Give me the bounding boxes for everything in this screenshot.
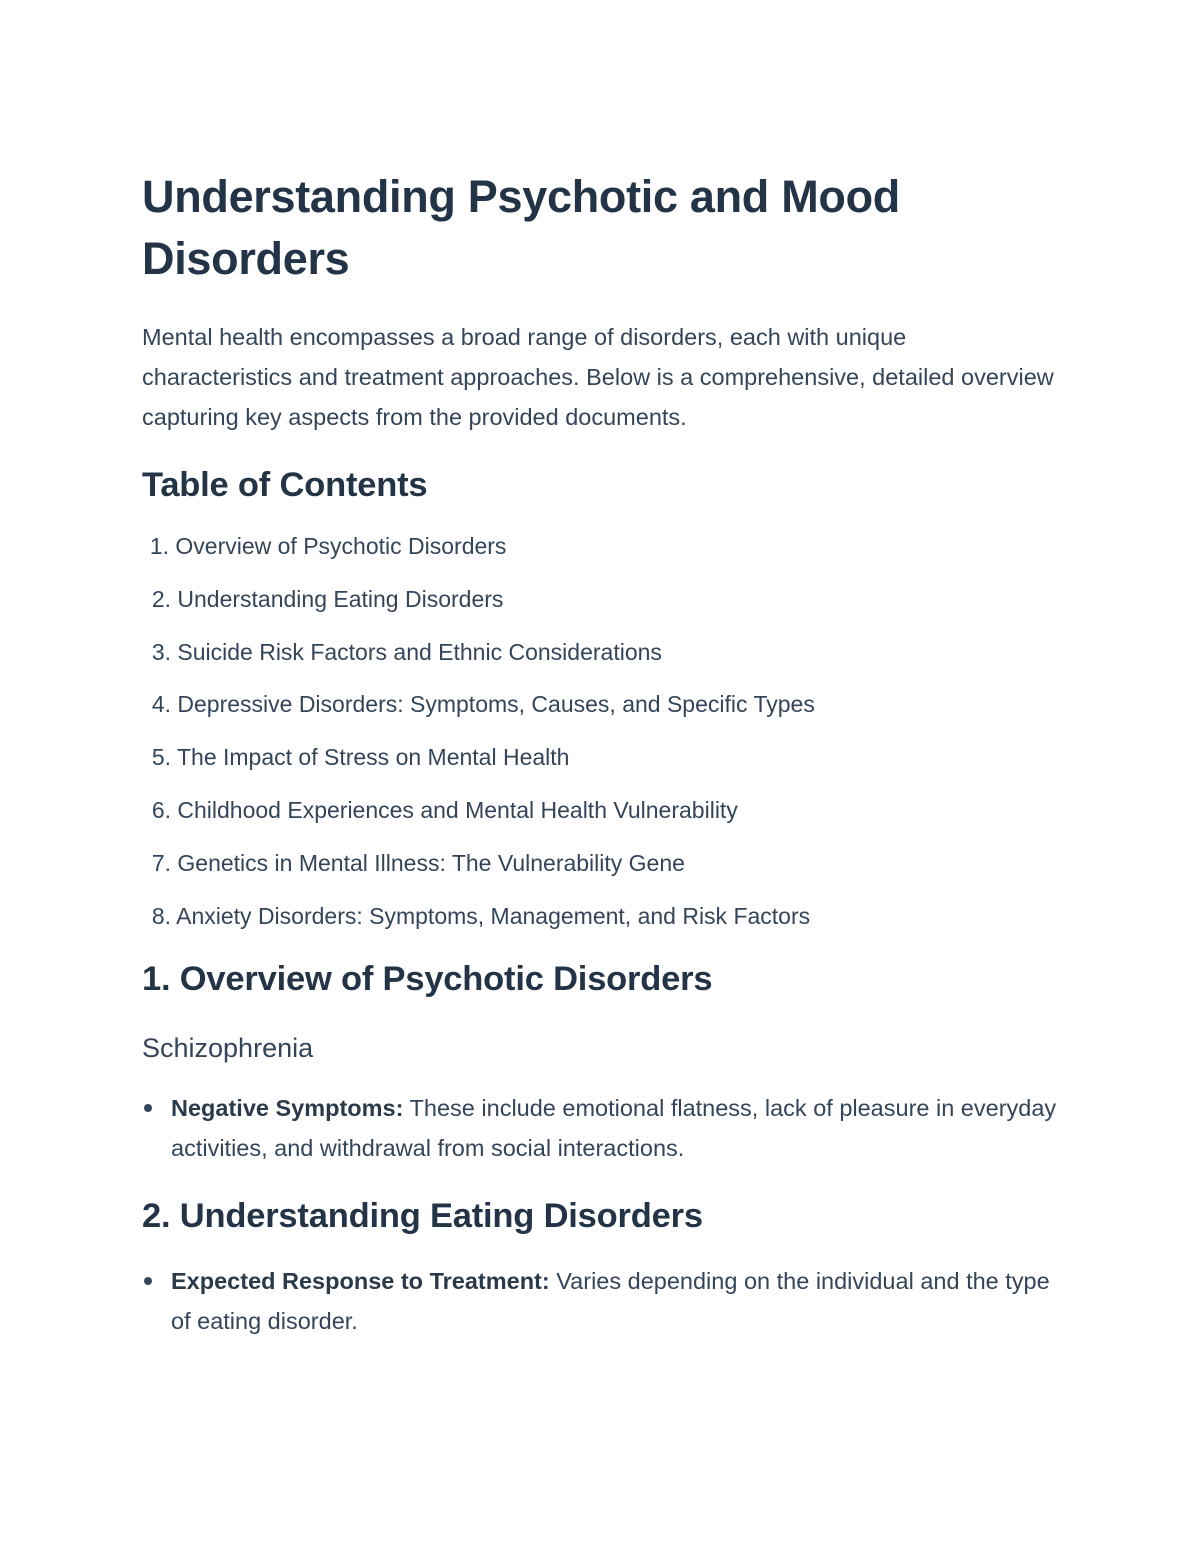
toc-item-number: 5. [151,744,171,771]
toc-item-label: Childhood Experiences and Mental Health Vulnerability [177,796,738,823]
toc-item-label: Suicide Risk Factors and Ethnic Considerations [177,638,662,665]
toc-item[interactable] [142,743,1062,771]
document-title: Understanding Psychotic and Mood Disorders [142,171,900,284]
section-subheading: Schizophrenia [142,1032,314,1063]
toc-item[interactable] [142,796,1062,824]
toc-item-number: 6. [151,796,171,823]
toc-item[interactable] [142,638,1062,666]
toc-item-number: 2. [151,585,171,612]
bullet-text: These include emotional flatness, lack of pleasure in everyday activities, and withdrawal from social interactions. [171,1094,1057,1161]
section-heading: 2. Understanding Eating Disorders [142,1196,703,1235]
toc-item-number: 8. [151,902,171,929]
bullet-text: Varies depending on the individual and the type of eating disorder. [171,1267,1050,1334]
toc-item-label: Depressive Disorders: Symptoms, Causes, and Specific Types [177,691,815,718]
table-of-contents [142,532,1062,930]
document-page [142,166,1062,1341]
toc-item-number: 1. [149,533,169,559]
bullet-item [142,1088,1062,1168]
toc-item-label: The Impact of Stress on Mental Health [176,744,570,771]
toc-item-number: 4. [151,691,171,718]
toc-item-label: Understanding Eating Disorders [177,585,504,612]
bullet-list [142,1088,1062,1168]
section-heading: 1. Overview of Psychotic Disorders [142,959,713,998]
toc-item-label: Genetics in Mental Illness: The Vulnerability Gene [177,849,685,876]
bullet-icon [144,1104,152,1112]
toc-item[interactable] [142,585,1062,613]
toc-item[interactable] [142,849,1062,877]
bullet-icon [144,1277,152,1285]
toc-item-label: Overview of Psychotic Disorders [175,533,507,559]
bullet-item [142,1261,1062,1341]
toc-item[interactable] [142,690,1062,718]
toc-item[interactable] [142,532,1062,560]
bullet-list [142,1261,1062,1341]
toc-item-number: 7. [151,849,171,876]
intro-paragraph: Mental health encompasses a broad range of disorders, each with unique characteristics and treatment approaches. Below is a comprehensive, detailed overview capturing key aspects from the provided documents. [142,324,1054,430]
toc-item-number: 3. [151,638,171,665]
toc-heading: Table of Contents [142,466,428,504]
bullet-term: Negative Symptoms: [171,1094,404,1121]
toc-item-label: Anxiety Disorders: Symptoms, Management, and Risk Factors [176,902,811,929]
bullet-term: Expected Response to Treatment: [171,1267,550,1294]
toc-item[interactable] [142,902,1062,930]
